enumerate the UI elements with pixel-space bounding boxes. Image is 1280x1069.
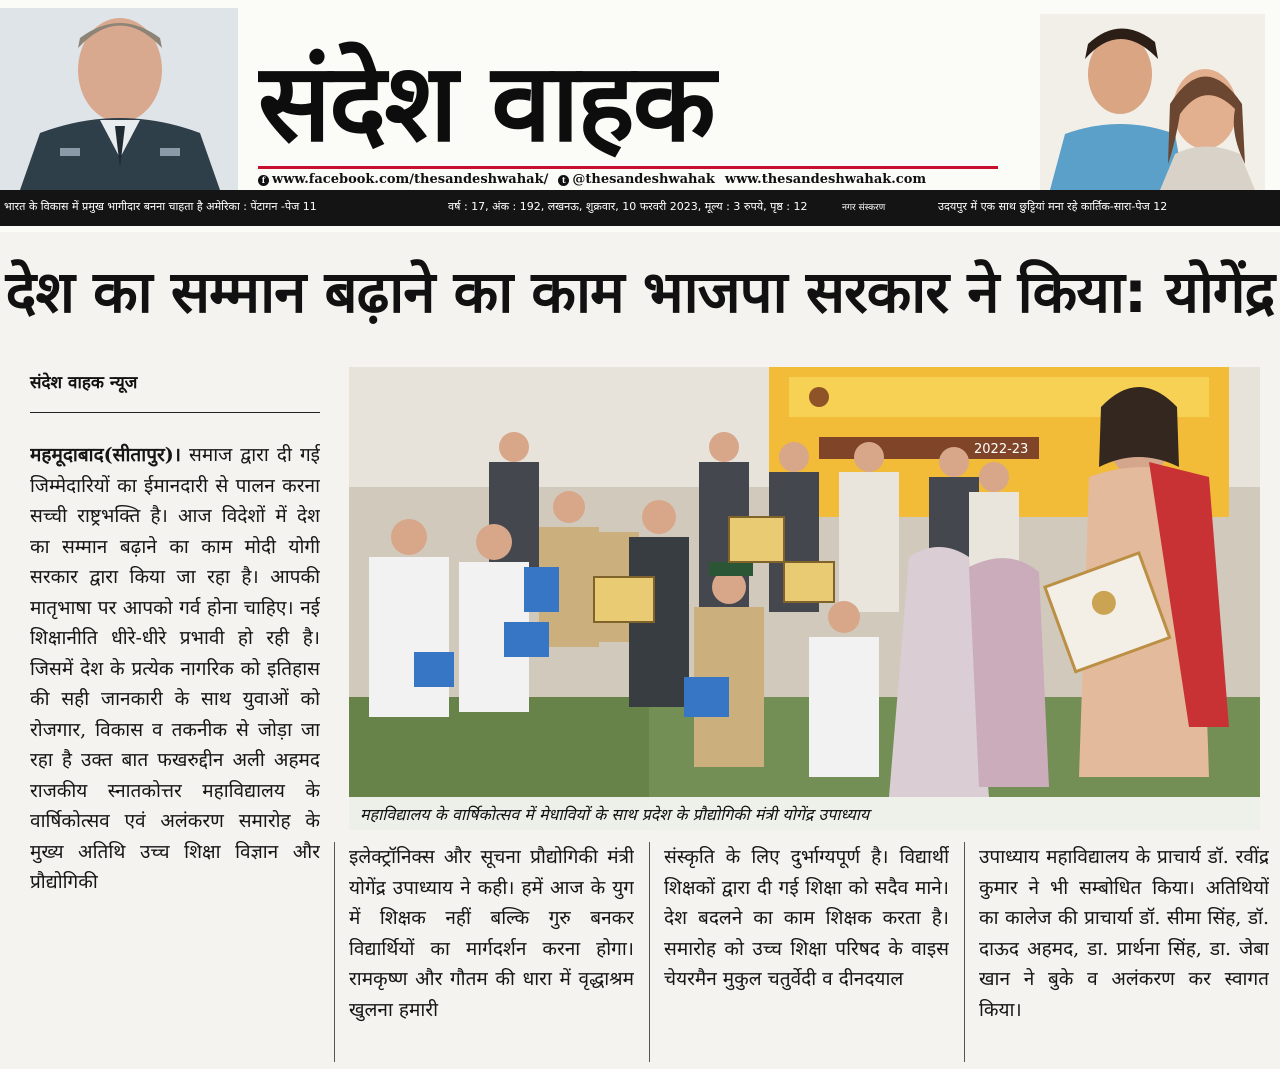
photo-caption: महाविद्यालय के वार्षिकोत्सव में मेधावियों के साथ प्रदेश के प्रौद्योगिकी मंत्री योगेंद्र उपाध्याय <box>360 805 870 824</box>
byline-rule <box>30 412 320 413</box>
strip-left-teaser[interactable]: भारत के विकास में प्रमुख भागीदार बनना चाहता है अमेरिका : पेंटागन -पेज 11 <box>4 200 317 213</box>
info-strip <box>0 190 1280 226</box>
masthead-photo-left <box>0 8 238 190</box>
strip-right-teaser[interactable]: उदयपुर में एक साथ छुट्टियां मना रहे कार्तिक-सारा-पेज 12 <box>938 200 1168 213</box>
twitter-icon: t <box>558 175 569 186</box>
masthead-photo-right <box>1040 14 1265 190</box>
website-link[interactable]: www.thesandeshwahak.com <box>724 171 927 187</box>
edition-label: नगर संस्करण <box>842 203 886 213</box>
twitter-handle: @thesandeshwahak <box>572 171 715 187</box>
title-underline <box>258 166 998 169</box>
article-column-4: उपाध्याय महाविद्यालय के प्राचार्य डॉ. रवींद्र कुमार ने भी सम्बोधित किया। अतिथियों का कालेज की प्राचार्या डॉ. सीमा सिंह, डॉ. दाऊद अहमद, डा. प्रार्थना सिंह, डा. जेबा खान ने बुके व अलंकरण कर स्वागत किया। <box>979 846 1269 1021</box>
headline: देश का सम्मान बढ़ाने का काम भाजपा सरकार ने किया: योगेंद्र <box>5 258 1275 326</box>
facebook-link[interactable] <box>258 172 548 187</box>
dateline: महमूदाबाद(सीतापुर)। <box>30 444 181 466</box>
column-divider <box>334 842 335 1062</box>
article-column-3: संस्कृति के लिए दुर्भाग्यपूर्ण है। विद्यार्थी शिक्षकों द्वारा दी गई शिक्षा को सदैव माने। देश बदलने का काम शिक्षक करता है।समारोह को उच्च शिक्षा परिषद के वाइस चेयरमैन मुकुल चतुर्वेदी व दीनदयाल <box>664 846 949 990</box>
byline: संदेश वाहक न्यूज <box>30 373 138 393</box>
facebook-icon: f <box>258 175 269 186</box>
issue-info: वर्ष : 17, अंक : 192, लखनऊ, शुक्रवार, 10 फरवरी 2023, मूल्य : 3 रुपये, पृष्ठ : 12 <box>448 200 808 213</box>
newspaper-title: संदेश वाहक <box>258 40 714 166</box>
column-divider <box>649 842 650 1062</box>
column-divider <box>964 842 965 1062</box>
twitter-link[interactable] <box>558 172 715 187</box>
column-1-text: समाज द्वारा दी गई जिम्मेदारियों का ईमानदारी से पालन करना सच्ची राष्ट्रभक्ति है। आज विदेशों में देश का सम्मान बढ़ाने का काम मोदी योगी सरकार द्वारा किया जा रहा है। आपकी मातृभाषा पर आपको गर्व होना चाहिए। नई शिक्षानीति धीरे-धीरे प्रभावी हो रही है। जिसमें देश के प्रत्येक नागरिक को इतिहास की सही जानकारी के साथ युवाओं को रोजगार, विकास व तकनीक से जोड़ा जा रहा है उक्त बात फखरुद्दीन अली अहमद राजकीय स्नातकोत्तर महाविद्यालय के वार्षिकोत्सव एवं अलंकरण समारोह के मुख्य अतिथि उच्च शिक्षा विज्ञान और प्रौद्योगिकी <box>30 444 320 893</box>
article-column-1 <box>30 440 320 1060</box>
event-photo <box>349 367 1260 830</box>
facebook-url: www.facebook.com/thesandeshwahak/ <box>272 171 549 187</box>
masthead-links <box>258 170 1038 188</box>
article-column-2: इलेक्ट्रॉनिक्स और सूचना प्रौद्योगिकी मंत्री योगेंद्र उपाध्याय ने कही। हमें आज के युग में शिक्षक नहीं बल्कि गुरु बनकर विद्यार्थियों का मार्गदर्शन करना होगा। रामकृष्ण और गौतम की धारा में वृद्धाश्रम खुलना हमारी <box>349 846 634 1021</box>
